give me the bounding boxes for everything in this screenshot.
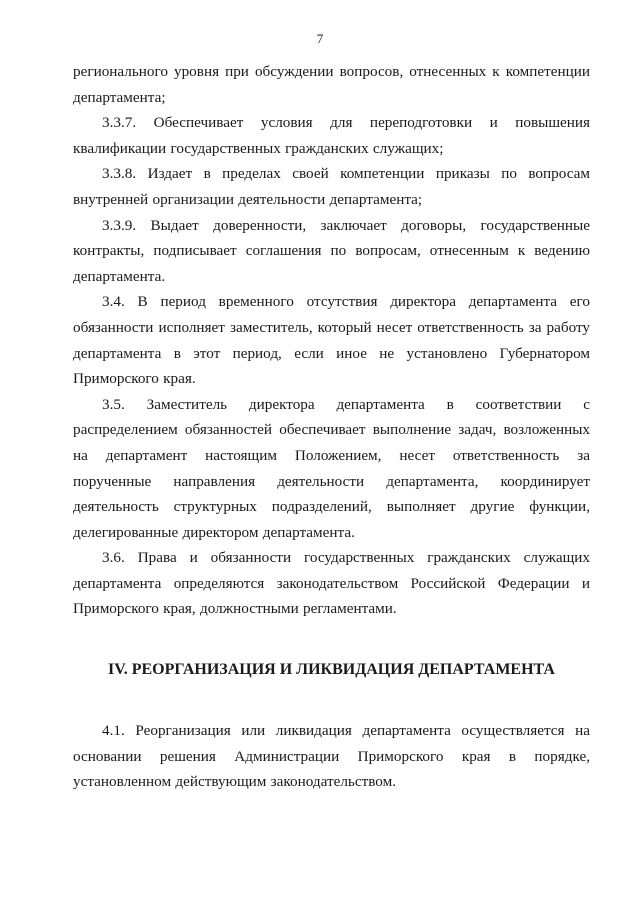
paragraph-3-5: 3.5. Заместитель директора департамента в соответствии с распределением обязанностей обеспечивает выполнение задач, возложенных на департамент настоящим Положением, несет ответственность за порученные направления деятельности департамента, координирует деятельность структурных подразделений, выполняет другие функции, делегированные директором департамента. [73, 395, 590, 541]
paragraph-4-1: 4.1. Реорганизация или ликвидация департамента осуществляется на основании решения Администрации Приморского края в порядке, установленном действующим законодательством. [73, 722, 590, 791]
paragraph-3-3-9: 3.3.9. Выдает доверенности, заключает договоры, государственные контракты, подписывает соглашения по вопросам, отнесенным к ведению департамента. [73, 216, 590, 285]
paragraph-3-3-7: 3.3.7. Обеспечивает условия для переподготовки и повышения квалификации государственных гражданских служащих; [73, 114, 590, 157]
paragraph-3-3-8: 3.3.8. Издает в пределах своей компетенции приказы по вопросам внутренней организации деятельности департамента; [73, 165, 590, 208]
page-number: 7 [316, 31, 324, 46]
section-heading: IV. РЕОРГАНИЗАЦИЯ И ЛИКВИДАЦИЯ ДЕПАРТАМЕНТА [108, 661, 555, 679]
paragraph-3-6: 3.6. Права и обязанности государственных гражданских служащих департамента определяются законодательством Российской Федерации и Приморского края, должностными регламентами. [73, 549, 590, 618]
paragraph-continuation: регионального уровня при обсуждении вопросов, отнесенных к компетенции департамента; [73, 63, 590, 106]
document-body [73, 59, 590, 795]
paragraph-3-4: 3.4. В период временного отсутствия директора департамента его обязанности исполняет заместитель, который несет ответственность за работу департамента в этот период, если иное не установлено Губернатором Приморского края. [73, 293, 590, 388]
